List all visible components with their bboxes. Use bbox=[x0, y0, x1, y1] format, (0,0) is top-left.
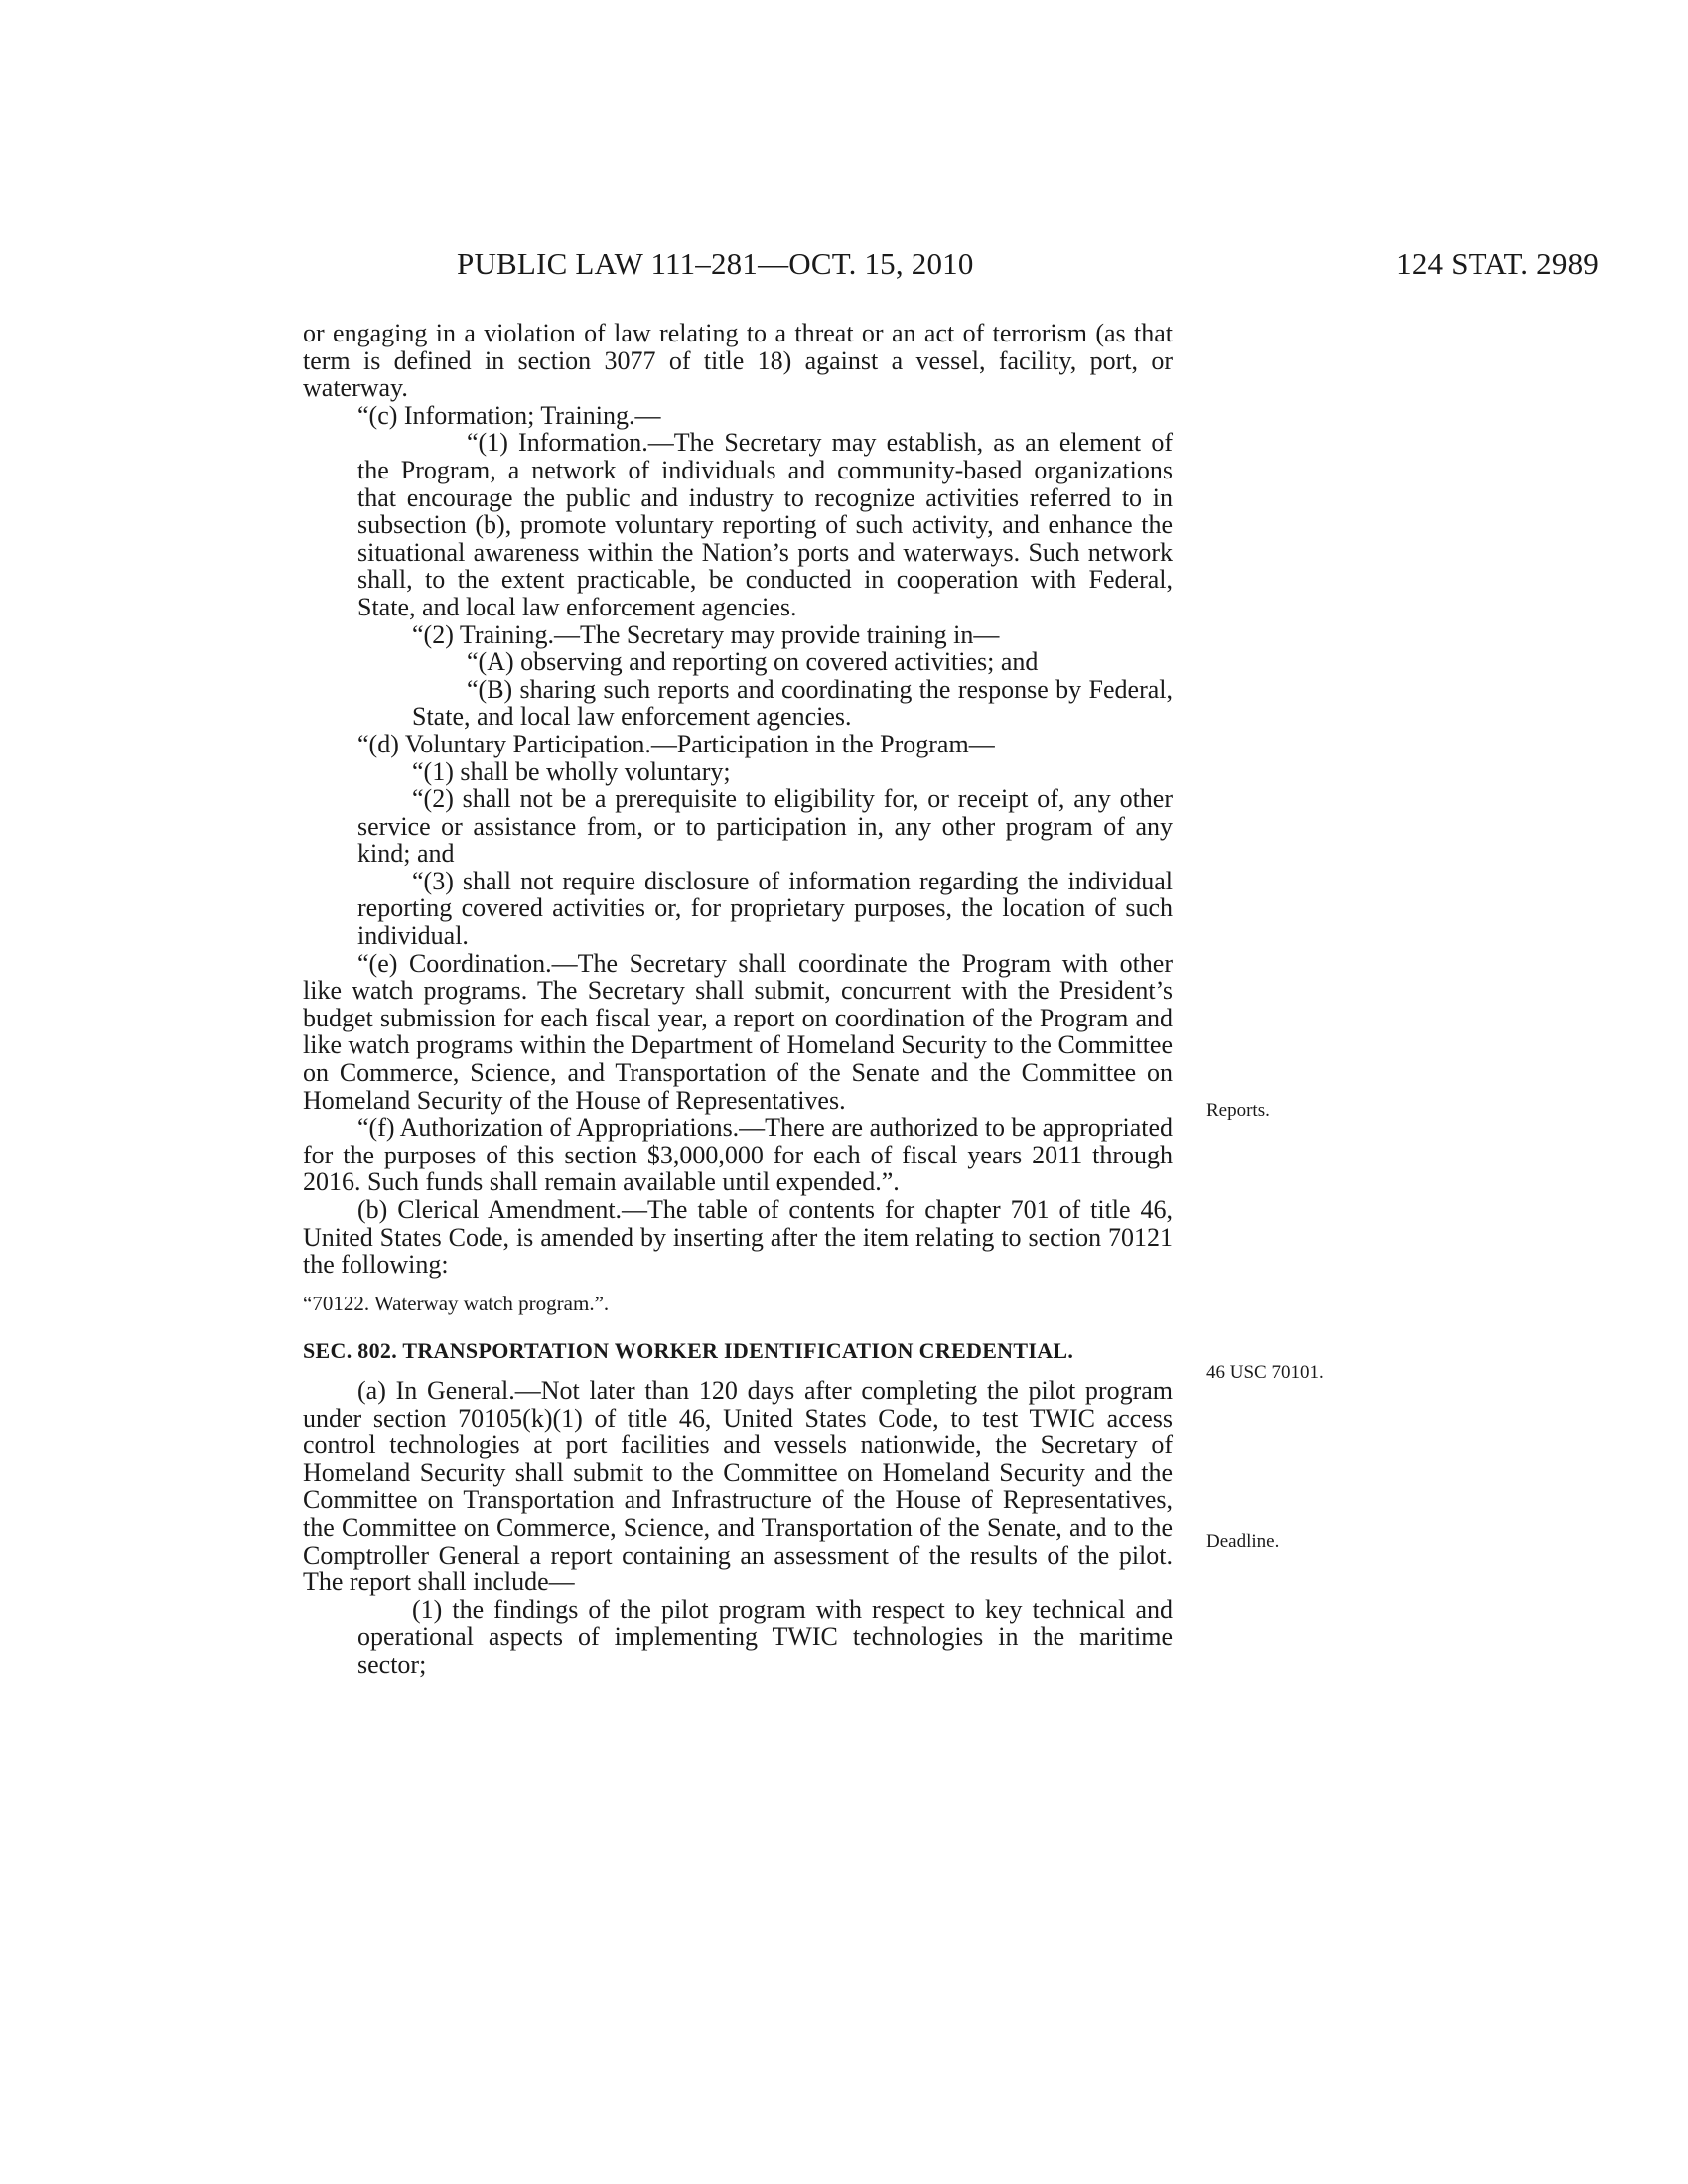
body-text bbox=[303, 320, 1173, 1679]
subparagraph-c2b: “(B) sharing such reports and coordinating the response by Federal, State, and local law enforcement agencies. bbox=[412, 674, 1173, 732]
clerical-amendment: (b) Clerical Amendment.—The table of contents for chapter 701 of title 46, United States Code, is amended by inserting after the item relating to section 70121 the following: bbox=[303, 1195, 1173, 1280]
paragraph-c2: “(2) Training.—The Secretary may provide training in— bbox=[412, 619, 1000, 649]
subsection-e: “(e) Coordination.—The Secretary shall coordinate the Program with other like watch programs. The Secretary shall submit, concurrent with the President’s budget submission for each fiscal year, a report on coordination of the Program and like watch programs within the Department of Homeland Security to the Committee on Commerce, Science, and Transportation of the Senate and the Committee on Homeland Security of the House of Representatives. bbox=[303, 948, 1173, 1115]
statute-page-number: 124 STAT. 2989 bbox=[1396, 246, 1599, 281]
page-header bbox=[457, 246, 1599, 286]
paragraph-a1: (1) the findings of the pilot program with respect to key technical and operational aspects of implementing TWIC technologies in the maritime sector; bbox=[357, 1594, 1173, 1679]
subsection-f: “(f) Authorization of Appropriations.—There are authorized to be appropriated for the purposes of this section $3,000,000 for each of fiscal years 2011 through 2016. Such funds shall remain available until expended.”. bbox=[303, 1113, 1173, 1197]
subsection-a: (a) In General.—Not later than 120 days after completing the pilot program under section 70105(k)(1) of title 46, United States Code, to test TWIC access control technologies at port facilities and vessels nationwide, the Secretary of Homeland Security shall submit to the Committee on Homeland Security and the Committee on Transportation and Infrastructure of the House of Representatives, the Committee on Commerce, Science, and Transportation of the Senate, and to the Comptroller General a report containing an assessment of the results of the pilot. The report shall include— bbox=[303, 1375, 1173, 1597]
public-law-citation: PUBLIC LAW 111–281—OCT. 15, 2010 bbox=[457, 246, 974, 281]
subsection-c-heading: “(c) Information; Training.— bbox=[357, 400, 661, 430]
margin-note-deadline: Deadline. bbox=[1206, 1531, 1280, 1552]
subparagraph-c2a: “(A) observing and reporting on covered activities; and bbox=[467, 647, 1039, 677]
paragraph-d2: “(2) shall not be a prerequisite to eligibility for, or receipt of, any other service or assistance from, or to participation in, any other program of any kind; and bbox=[357, 784, 1173, 869]
section-heading: SEC. 802. TRANSPORTATION WORKER IDENTIFICATION CREDENTIAL. bbox=[303, 1338, 1074, 1364]
paragraph-d1: “(1) shall be wholly voluntary; bbox=[412, 756, 731, 786]
margin-note-usc: 46 USC 70101. bbox=[1206, 1362, 1324, 1383]
subsection-d-heading: “(d) Voluntary Participation.—Participation in the Program— bbox=[357, 729, 995, 758]
margin-note-reports: Reports. bbox=[1206, 1100, 1270, 1121]
table-of-contents-item: “70122. Waterway watch program.”. bbox=[303, 1291, 610, 1315]
paragraph-c1: “(1) Information.—The Secretary may establish, as an element of the Program, a network of individuals and community-based organizations that encourage the public and industry to recognize activities referred to in subsection (b), promote voluntary reporting of such activity, and enhance the situational awareness within the Nation’s ports and waterways. Such network shall, to the extent practicable, be conducted in cooperation with Federal, State, and local law enforcement agencies. bbox=[357, 428, 1173, 621]
paragraph-continuation: or engaging in a violation of law relating to a threat or an act of terrorism (as that term is defined in section 3077 of title 18) against a vessel, facility, port, or waterway. bbox=[303, 319, 1173, 403]
paragraph-d3: “(3) shall not require disclosure of information regarding the individual reporting covered activities or, for proprietary purposes, the location of such individual. bbox=[357, 866, 1173, 951]
